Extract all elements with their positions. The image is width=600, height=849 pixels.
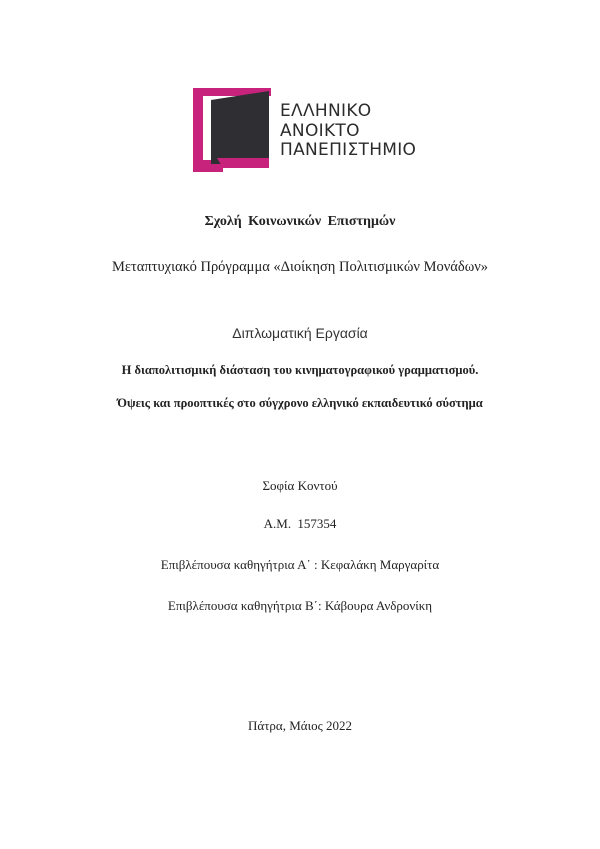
logo-line-1: ΕΛΛΗΝΙΚΟ — [280, 101, 372, 121]
logo-line-2: ΑΝΟΙΚΤΟ — [280, 120, 360, 141]
logo-line-3: ΠΑΝΕΠΙΣΤΗΜΙΟ — [280, 140, 417, 160]
supervisor-b: Επιβλέπουσα καθηγήτρια Β΄: Κάβουρα Ανδρονίκη — [167, 598, 433, 613]
student-id: Α.Μ. 157354 — [263, 516, 337, 531]
author-name: Σοφία Κοντού — [262, 478, 338, 493]
thesis-title-line-1: Η διαπολιτισμική διάσταση του κινηματογραφικού γραμματισμού. — [121, 363, 479, 377]
logo-wordmark — [280, 102, 416, 161]
thesis-title-line-2: Όψεις και προοπτικές στο σύγχρονο ελληνικό εκπαιδευτικό σύστημα — [117, 396, 483, 410]
program-name: Μεταπτυχιακό Πρόγραμμα «Διοίκηση Πολιτισμικών Μονάδων» — [111, 259, 489, 275]
place-and-date: Πάτρα, Μάιος 2022 — [248, 718, 352, 733]
school-name: Σχολή Κοινωνικών Επιστημών — [204, 214, 396, 229]
supervisor-a: Επιβλέπουσα καθηγήτρια Α΄ : Κεφαλάκη Μαργαρίτα — [160, 557, 440, 572]
university-logo — [193, 88, 417, 172]
logo-emblem-icon — [193, 88, 277, 172]
document-type: Διπλωματική Εργασία — [232, 325, 368, 341]
